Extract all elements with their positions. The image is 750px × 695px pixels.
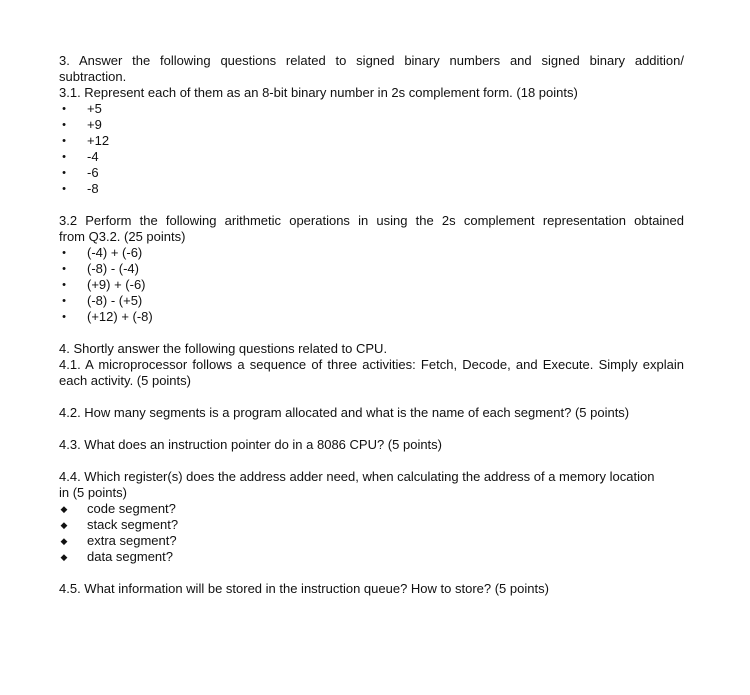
bullet-icon: •: [62, 119, 66, 131]
q4-intro: 4. Shortly answer the following questions related to CPU.: [59, 341, 388, 356]
diamond-bullet-icon: ◆: [60, 520, 68, 530]
bullet-icon: •: [62, 295, 66, 307]
bullet-icon: •: [62, 311, 66, 323]
list-item: • (+9) + (-6): [59, 277, 684, 293]
list-item: • (-4) + (-6): [59, 245, 684, 261]
bullet-icon: •: [62, 247, 66, 259]
list-item: • (+12) + (-8): [59, 309, 684, 325]
q4-4-line1: 4.4. Which register(s) does the address adder need, when calculating the address of a memory location: [59, 469, 655, 484]
list-item: • -4: [59, 149, 684, 165]
list-item: ◆ code segment?: [60, 501, 176, 516]
list-item: • +9: [59, 117, 684, 133]
document-content: [59, 53, 684, 597]
bullet-icon: •: [62, 279, 66, 291]
q3-2-list: [59, 245, 684, 325]
q3-2-line1: 3.2 Perform the following arithmetic operations in using the 2s complement representation obtained: [59, 213, 684, 228]
diamond-bullet-icon: ◆: [60, 552, 68, 562]
list-item: ◆ extra segment?: [60, 533, 177, 548]
bullet-icon: •: [62, 263, 66, 275]
bullet-icon: •: [62, 135, 66, 147]
q4-1-line1: 4.1. A microprocessor follows a sequence of three activities: Fetch, Decode, and Execute. Simply explain: [59, 357, 684, 372]
q3-1-title: 3.1. Represent each of them as an 8-bit binary number in 2s complement form. (18 points): [59, 85, 578, 100]
q3-intro-line2: subtraction.: [59, 69, 127, 84]
bullet-icon: •: [62, 103, 66, 115]
list-item: ◆ stack segment?: [60, 517, 179, 532]
q3-2-line2: from Q3.2. (25 points): [59, 229, 186, 244]
list-item: • +12: [59, 133, 684, 149]
bullet-icon: •: [62, 167, 66, 179]
list-item: • +5: [59, 101, 684, 117]
bullet-icon: •: [62, 183, 66, 195]
q4-3: 4.3. What does an instruction pointer do in a 8086 CPU? (5 points): [59, 437, 442, 452]
list-item: • (-8) - (+5): [59, 293, 684, 309]
q4-1-line2: each activity. (5 points): [59, 373, 191, 388]
bullet-icon: •: [62, 151, 66, 163]
list-item: ◆ data segment?: [60, 549, 174, 564]
diamond-bullet-icon: ◆: [60, 504, 68, 514]
list-item: • -6: [59, 165, 684, 181]
q4-4-line2: in (5 points): [59, 485, 127, 500]
list-item: • -8: [59, 181, 684, 197]
q3-intro-line1: 3. Answer the following questions related to signed binary numbers and signed binary addition/: [59, 53, 684, 68]
q4-4-list: [59, 501, 684, 565]
q4-2: 4.2. How many segments is a program allocated and what is the name of each segment? (5 points): [59, 405, 630, 420]
list-item: • (-8) - (-4): [59, 261, 684, 277]
diamond-bullet-icon: ◆: [60, 536, 68, 546]
q4-5: 4.5. What information will be stored in the instruction queue? How to store? (5 points): [59, 581, 549, 596]
q3-1-list: [59, 101, 684, 197]
